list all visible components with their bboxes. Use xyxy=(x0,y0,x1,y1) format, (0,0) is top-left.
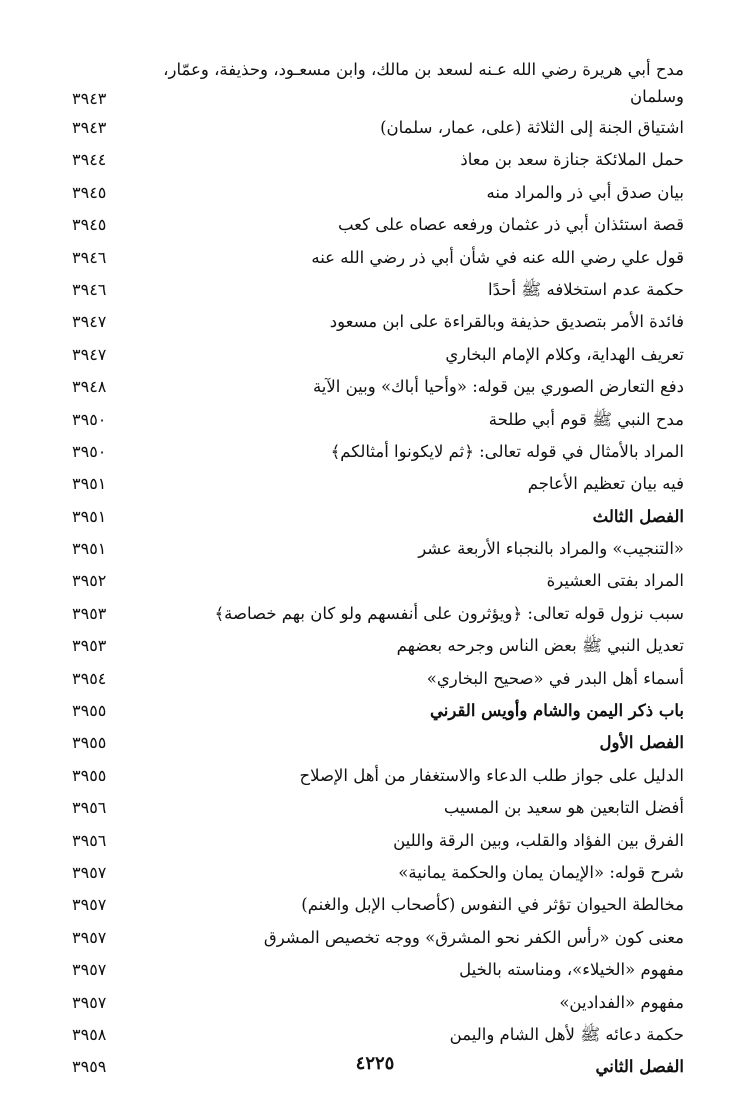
toc-entry xyxy=(72,954,684,986)
toc-entry-title: حكمة دعائه ﷺ لأهل الشام واليمن xyxy=(449,1024,684,1044)
toc-entry xyxy=(72,371,684,403)
toc-entry xyxy=(72,630,684,662)
toc-entry-title: الفرق بين الفؤاد والقلب، وبين الرقة واللين xyxy=(393,830,684,850)
toc-entry-title: المراد بالأمثال في قوله تعالى: ﴿ثم لايكونوا أمثالكم﴾ xyxy=(330,441,684,461)
toc-entry-title: فائدة الأمر بتصديق حذيفة وبالقراءة على ابن مسعود xyxy=(329,312,684,332)
toc-entry xyxy=(72,663,684,695)
toc-entry xyxy=(72,727,684,759)
toc-entry-title: قول علي رضي الله عنه في شأن أبي ذر رضي الله عنه xyxy=(311,247,684,267)
toc-entry-title: «التنجيب» والمراد بالنجباء الأربعة عشر xyxy=(418,539,684,559)
toc-entry xyxy=(72,58,684,112)
toc-entry-page: ٣٩٤٥ xyxy=(72,215,107,235)
toc-entry xyxy=(72,760,684,792)
toc-entry-title: باب ذكر اليمن والشام وأويس القرني xyxy=(430,701,684,721)
toc-entry-page: ٣٩٥٤ xyxy=(72,668,107,688)
toc-entry-page: ٣٩٥٠ xyxy=(72,409,107,429)
toc-entry-page: ٣٩٥١ xyxy=(72,506,107,526)
toc-entry-title: اشتياق الجنة إلى الثلاثة (على، عمار، سلمان) xyxy=(380,118,684,137)
toc-entry-page: ٣٩٤٧ xyxy=(72,312,107,332)
toc-entry-title: أفضل التابعين هو سعيد بن المسيب xyxy=(443,798,684,818)
toc-entry xyxy=(72,404,684,436)
toc-entry-page: ٣٩٥٢ xyxy=(72,571,107,591)
toc-entry-page: ٣٩٥٨ xyxy=(72,1024,107,1044)
toc-entry xyxy=(72,889,684,921)
toc-entry-title: الفصل الأول xyxy=(599,733,684,753)
toc-entry-page: ٣٩٤٦ xyxy=(72,279,107,299)
toc-entry-page: ٣٩٥٦ xyxy=(72,830,107,850)
toc-entry-page: ٣٩٥٧ xyxy=(72,960,107,980)
toc-entry-page: ٣٩٤٥ xyxy=(72,182,107,202)
toc-entry-title: معنى كون «رأس الكفر نحو المشرق» ووجه تخصيص المشرق xyxy=(263,927,684,947)
toc-entry-page: ٣٩٥٧ xyxy=(72,862,107,882)
toc-entry-title: دفع التعارض الصوري بين قوله: «وأحيا أباك» وبين الآية xyxy=(312,377,684,397)
toc-entry xyxy=(72,501,684,533)
toc-entry xyxy=(72,695,684,727)
toc-entry-page: ٣٩٥٦ xyxy=(72,798,107,818)
toc-entry-page: ٣٩٥٥ xyxy=(72,733,107,753)
toc-entry xyxy=(72,177,684,209)
toc-entry xyxy=(72,209,684,241)
toc-entry-page: ٣٩٥٧ xyxy=(72,895,107,915)
toc-entry-page: ٣٩٥٧ xyxy=(72,927,107,947)
toc-entry-title: تعريف الهداية، وكلام الإمام البخاري xyxy=(445,344,684,364)
toc-entry-title: الدليل على جواز طلب الدعاء والاستغفار من أهل الإصلاح xyxy=(299,765,684,785)
toc-entry xyxy=(72,598,684,630)
toc-entry-title: مدح أبي هريرة رضي الله عـنه لسعد بن مالك، وابن مسعـود، وحذيفة، وعمّار، وسلمان xyxy=(163,60,684,106)
toc-entry-page: ٣٩٤٤ xyxy=(72,150,107,170)
toc-entry-title: حمل الملائكة جنازة سعد بن معاذ xyxy=(460,150,684,170)
table-of-contents xyxy=(72,58,684,1084)
toc-entry-page: ٣٩٤٦ xyxy=(72,247,107,267)
toc-entry xyxy=(72,144,684,176)
toc-entry-title: أسماء أهل البدر في «صحيح البخاري» xyxy=(426,668,684,688)
toc-entry-title: مفهوم «الخيلاء»، ومناسته بالخيل xyxy=(459,960,684,980)
toc-entry-title: سبب نزول قوله تعالى: ﴿ويؤثرون على أنفسهم ولو كان بهم خصاصة﴾ xyxy=(214,603,684,623)
toc-entry-page: ٣٩٥٧ xyxy=(72,992,107,1012)
toc-entry xyxy=(72,1019,684,1051)
toc-entry xyxy=(72,339,684,371)
toc-entry-page: ٣٩٥٣ xyxy=(72,636,107,656)
toc-entry xyxy=(72,857,684,889)
toc-entry-title: مخالطة الحيوان تؤثر في النفوس (كأصحاب الإبل والغنم) xyxy=(301,895,684,915)
page-number: ٤٢٢٥ xyxy=(355,1053,395,1074)
toc-entry xyxy=(72,987,684,1019)
toc-entry-page: ٣٩٥١ xyxy=(72,474,107,494)
toc-entry-page: ٣٩٥٣ xyxy=(72,603,107,623)
toc-entry-title: شرح قوله: «الإيمان يمان والحكمة يمانية» xyxy=(398,862,684,882)
toc-entry xyxy=(72,436,684,468)
toc-entry xyxy=(72,306,684,338)
toc-entry xyxy=(72,242,684,274)
toc-entry xyxy=(72,792,684,824)
toc-entry-page: ٣٩٥١ xyxy=(72,539,107,559)
toc-entry-title: حكمة عدم استخلافه ﷺ أحدًا xyxy=(488,279,684,299)
toc-entry xyxy=(72,825,684,857)
toc-entry-page: ٣٩٤٧ xyxy=(72,344,107,364)
toc-entry-title: بيان صدق أبي ذر والمراد منه xyxy=(486,182,684,202)
toc-entry-title: الفصل الثاني xyxy=(595,1057,684,1077)
toc-entry-page: ٣٩٥٥ xyxy=(72,765,107,785)
toc-entry-title: فيه بيان تعظيم الأعاجم xyxy=(527,474,684,494)
toc-entry-page: ٣٩٤٨ xyxy=(72,377,107,397)
toc-entry xyxy=(72,112,684,144)
toc-entry-title: تعديل النبي ﷺ بعض الناس وجرحه بعضهم xyxy=(396,636,684,656)
toc-entry-title: المراد بفتى العشيرة xyxy=(546,571,684,591)
toc-entry-title: قصة استئذان أبي ذر عثمان ورفعه عصاه على كعب xyxy=(337,215,684,235)
toc-entry-page: ٣٩٥٥ xyxy=(72,701,107,721)
toc-entry-title: مفهوم «الفدادين» xyxy=(559,992,684,1012)
toc-entry-page: ٣٩٤٣ xyxy=(72,89,107,108)
toc-entry-title: مدح النبي ﷺ قوم أبي طلحة xyxy=(488,409,684,429)
toc-entry xyxy=(72,533,684,565)
toc-entry-title: الفصل الثالث xyxy=(592,506,684,526)
toc-entry-page: ٣٩٤٣ xyxy=(72,118,107,137)
toc-entry xyxy=(72,468,684,500)
toc-entry xyxy=(72,274,684,306)
toc-entry-page: ٣٩٥٩ xyxy=(72,1057,107,1077)
toc-entry xyxy=(72,922,684,954)
toc-entry xyxy=(72,565,684,597)
toc-entry-page: ٣٩٥٠ xyxy=(72,441,107,461)
